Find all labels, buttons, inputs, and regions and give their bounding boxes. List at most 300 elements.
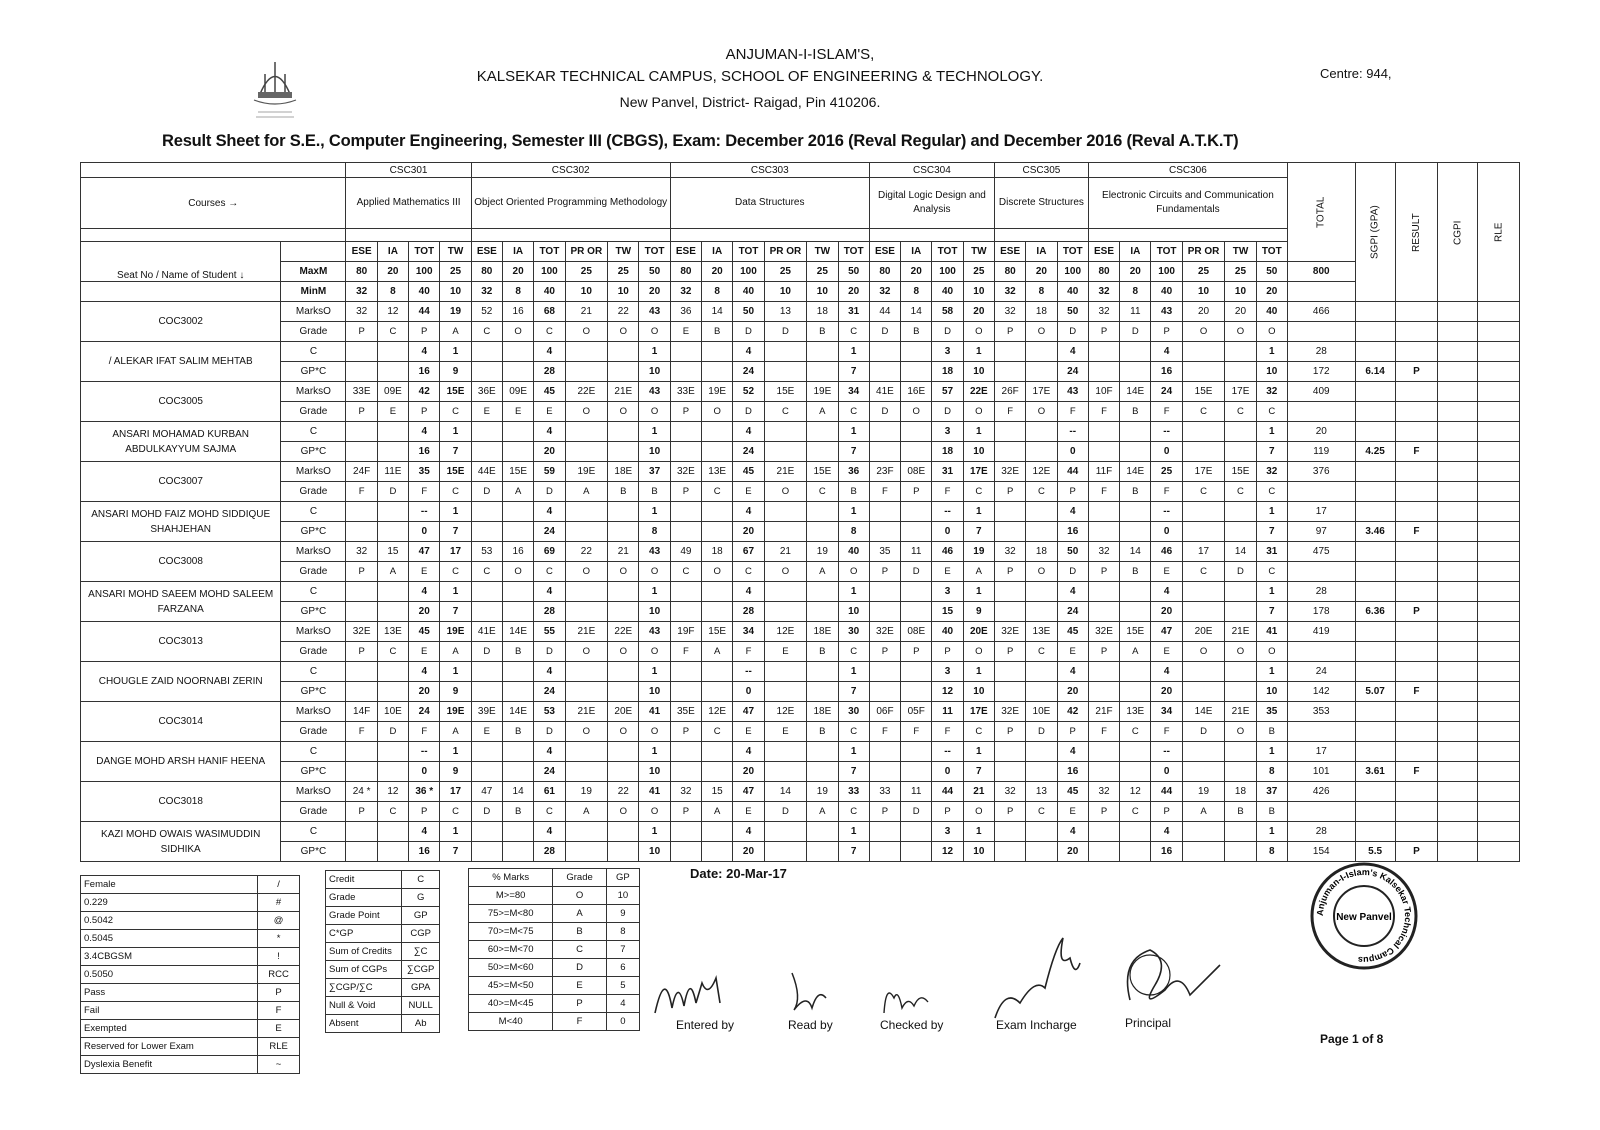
rle-value: [1478, 482, 1520, 502]
blank-cell: [1395, 642, 1438, 662]
total-marks: 409: [1287, 382, 1355, 402]
credit-cell: [869, 342, 900, 362]
credit-cell: [702, 662, 733, 682]
grade-cell: O: [639, 722, 670, 742]
marks-cell: 14E: [1182, 702, 1225, 722]
grade-cell: P: [1088, 802, 1119, 822]
grade-cell: C: [1225, 482, 1256, 502]
credit-cell: [1088, 502, 1119, 522]
marks-cell: 24 *: [346, 782, 377, 802]
credit-cell: [471, 342, 502, 362]
term-value: Ab: [402, 1015, 440, 1033]
sheet-title: Result Sheet for S.E., Computer Engineering, Semester III (CBGS), Exam: December 2016 (Reval Regular) and December 2016 (Reval A.T.K.T): [162, 132, 1239, 150]
row-label: Grade: [281, 402, 346, 422]
marks-cell: 16: [502, 302, 533, 322]
marks-cell: 17E: [963, 702, 994, 722]
gpc-cell: [901, 362, 932, 382]
credit-cell: [608, 742, 639, 762]
gpc-cell: [1225, 682, 1256, 702]
marks-cell: 21E: [565, 702, 608, 722]
gpc-cell: [1026, 682, 1057, 702]
cgpi-value: [1438, 522, 1478, 542]
marks-cell: 12E: [764, 702, 807, 722]
rle-value: [1478, 342, 1520, 362]
max-marks: 80: [346, 262, 377, 282]
grade-cell: D: [1120, 322, 1151, 342]
grade-cell: O: [608, 562, 639, 582]
rle-value: [1478, 622, 1520, 642]
max-marks: 25: [764, 262, 807, 282]
marks-cell: 20E: [608, 702, 639, 722]
marks-cell: 15: [377, 542, 408, 562]
marks-cell: 20: [1225, 302, 1256, 322]
rle-value: [1478, 462, 1520, 482]
marks-cell: 18E: [807, 702, 838, 722]
credit-cell: 1: [639, 582, 670, 602]
grade-cell: D: [1182, 722, 1225, 742]
gpc-cell: [565, 522, 608, 542]
gpc-cell: [1120, 442, 1151, 462]
grade-cell: D: [901, 802, 932, 822]
credit-cell: 4: [733, 502, 764, 522]
credit-cell: 1: [639, 662, 670, 682]
marks-cell: 21E: [608, 382, 639, 402]
grade-cell: O: [963, 802, 994, 822]
term-value: ∑C: [402, 943, 440, 961]
gpc-cell: 0: [409, 522, 440, 542]
grade-cell: F: [1088, 482, 1119, 502]
credit-cell: 4: [409, 822, 440, 842]
student-name: DANGE MOHD ARSH HANIF HEENA: [81, 742, 281, 782]
credit-cell: [608, 582, 639, 602]
min-marks: 8: [377, 282, 408, 302]
marks-cell: 32E: [994, 462, 1025, 482]
grade-cell: O: [565, 642, 608, 662]
marks-cell: 37: [1256, 782, 1287, 802]
grade-cell: D: [869, 322, 900, 342]
grade-cell: A: [377, 562, 408, 582]
gpc-cell: [377, 442, 408, 462]
gpc-cell: [1120, 682, 1151, 702]
cgpi-value: [1438, 802, 1478, 822]
column-label: TOT: [1256, 242, 1287, 262]
blank-header-cell: [81, 282, 281, 302]
marks-cell: 32: [346, 542, 377, 562]
gpc-cell: 20: [733, 762, 764, 782]
column-label: IA: [702, 242, 733, 262]
grade-cell: C: [471, 562, 502, 582]
gpc-cell: 10: [1256, 682, 1287, 702]
credit-cell: [1225, 742, 1256, 762]
term-value: NULL: [402, 997, 440, 1015]
grade-cell: O: [963, 322, 994, 342]
credit-cell: 4: [733, 422, 764, 442]
credit-cell: [901, 582, 932, 602]
marks-cell: 31: [932, 462, 963, 482]
marks-cell: 47: [733, 702, 764, 722]
blank-cell: [1355, 722, 1395, 742]
gpc-cell: [377, 602, 408, 622]
label-read-by: Read by: [788, 1018, 833, 1032]
marks-cell: 12: [377, 782, 408, 802]
credit-cell: 4: [1057, 742, 1088, 762]
grade-cell: P: [994, 482, 1025, 502]
minm-label: MinM: [281, 282, 346, 302]
marks-cell: 12E: [702, 702, 733, 722]
label-principal: Principal: [1125, 1016, 1172, 1030]
gpc-cell: 7: [838, 762, 869, 782]
marks-cell: 50: [733, 302, 764, 322]
grade-cell: E: [1057, 802, 1088, 822]
credit-cell: [346, 742, 377, 762]
blank-header-cell: [471, 229, 670, 242]
symbol-label: Dyslexia Benefit: [81, 1056, 258, 1074]
marks-cell: 14: [1120, 542, 1151, 562]
grade-cell: C: [1120, 722, 1151, 742]
gpc-cell: 24: [534, 522, 565, 542]
credit-cell: [1120, 742, 1151, 762]
gpc-cell: 28: [534, 842, 565, 862]
row-label: Grade: [281, 562, 346, 582]
marks-cell: 32: [670, 782, 701, 802]
total-gpc: 97: [1287, 522, 1355, 542]
gpc-cell: [471, 682, 502, 702]
gpc-cell: [471, 762, 502, 782]
symbol-label: Exempted: [81, 1020, 258, 1038]
gpc-cell: 16: [409, 442, 440, 462]
max-marks: 20: [377, 262, 408, 282]
gpc-cell: 20: [1057, 682, 1088, 702]
grade-cell: D: [471, 802, 502, 822]
total-marks: 475: [1287, 542, 1355, 562]
grade-cell: D: [764, 802, 807, 822]
marks-cell: 58: [932, 302, 963, 322]
marks-cell: 18E: [608, 462, 639, 482]
gpc-cell: 7: [440, 842, 471, 862]
student-name: ANSARI MOHD SAEEM MOHD SALEEM FARZANA: [81, 582, 281, 622]
credit-cell: [502, 502, 533, 522]
gpc-cell: [901, 842, 932, 862]
grade-cell: O: [639, 562, 670, 582]
max-marks: 80: [471, 262, 502, 282]
gpc-cell: [994, 602, 1025, 622]
institution-name: ANJUMAN-I-ISLAM'S,: [725, 46, 875, 63]
credit-cell: [565, 742, 608, 762]
gpc-cell: [670, 442, 701, 462]
cgpi-value: [1438, 742, 1478, 762]
gpc-cell: 24: [1057, 362, 1088, 382]
symbol-label: Reserved for Lower Exam: [81, 1038, 258, 1056]
blank-header-cell: [670, 229, 869, 242]
rle-value: [1478, 402, 1520, 422]
grade-cell: C: [963, 722, 994, 742]
blank-cell: [1395, 782, 1438, 802]
gpc-cell: [502, 602, 533, 622]
grade-cell: O: [1182, 322, 1225, 342]
credit-cell: --: [1151, 502, 1182, 522]
credit-cell: [346, 662, 377, 682]
seat-number: COC3005: [81, 382, 281, 422]
gpc-cell: 20: [1151, 602, 1182, 622]
grade-scale-cell: C: [553, 941, 606, 959]
grade-cell: E: [1151, 642, 1182, 662]
sgpi-value: 5.5: [1355, 842, 1395, 862]
marks-cell: 32E: [994, 622, 1025, 642]
min-marks: 20: [639, 282, 670, 302]
symbol-value: P: [258, 984, 300, 1002]
credit-cell: [702, 582, 733, 602]
gpc-cell: [994, 362, 1025, 382]
marks-cell: 19: [565, 782, 608, 802]
total-marks: 353: [1287, 702, 1355, 722]
cgpi-value: [1438, 422, 1478, 442]
max-marks: 80: [994, 262, 1025, 282]
cgpi-value: [1438, 842, 1478, 862]
marks-cell: 05F: [901, 702, 932, 722]
marks-cell: 69: [534, 542, 565, 562]
min-marks: 8: [502, 282, 533, 302]
marks-cell: 18E: [807, 622, 838, 642]
row-label: GP*C: [281, 762, 346, 782]
marks-cell: 09E: [377, 382, 408, 402]
credit-cell: [1088, 662, 1119, 682]
grade-scale-cell: 50>=M<60: [469, 959, 553, 977]
result-value: P: [1395, 362, 1438, 382]
marks-cell: 11E: [377, 462, 408, 482]
symbol-value: F: [258, 1002, 300, 1020]
gpc-cell: [1120, 762, 1151, 782]
marks-cell: 32: [346, 302, 377, 322]
column-label: PR OR: [764, 242, 807, 262]
marks-cell: 14: [764, 782, 807, 802]
marks-cell: 21: [565, 302, 608, 322]
marks-cell: 44: [932, 782, 963, 802]
cgpi-value: [1438, 822, 1478, 842]
gpc-cell: [471, 442, 502, 462]
credit-cell: [807, 742, 838, 762]
blank-cell: [1287, 642, 1355, 662]
credit-cell: 4: [409, 582, 440, 602]
total-marks: 466: [1287, 302, 1355, 322]
gpc-cell: [377, 522, 408, 542]
credit-cell: [1026, 502, 1057, 522]
max-marks: 25: [608, 262, 639, 282]
gpc-cell: 20: [409, 682, 440, 702]
term-value: GP: [402, 907, 440, 925]
gpc-cell: [346, 522, 377, 542]
gpc-cell: 10: [639, 602, 670, 622]
gpc-cell: [502, 362, 533, 382]
blank-cell: [1395, 742, 1438, 762]
gpc-cell: 10: [639, 442, 670, 462]
grade-cell: O: [764, 562, 807, 582]
marks-cell: 33E: [670, 382, 701, 402]
gpc-cell: 18: [932, 362, 963, 382]
gpc-cell: [1026, 602, 1057, 622]
gpc-cell: [670, 362, 701, 382]
marks-cell: 32: [994, 782, 1025, 802]
credit-cell: [764, 662, 807, 682]
gpc-cell: 24: [534, 762, 565, 782]
total-gpc: 178: [1287, 602, 1355, 622]
result-date: Date: 20-Mar-17: [690, 866, 787, 881]
grade-scale-cell: 60>=M<70: [469, 941, 553, 959]
grade-scale-cell: B: [553, 923, 606, 941]
gpc-cell: 8: [639, 522, 670, 542]
result-value: F: [1395, 442, 1438, 462]
gpc-cell: [608, 602, 639, 622]
credit-cell: [702, 742, 733, 762]
grade-cell: D: [733, 322, 764, 342]
min-marks: 32: [670, 282, 701, 302]
max-marks: 80: [1088, 262, 1119, 282]
gpc-cell: 20: [534, 442, 565, 462]
column-label: IA: [502, 242, 533, 262]
grade-cell: P: [346, 402, 377, 422]
grade-cell: C: [807, 482, 838, 502]
marks-cell: 23F: [869, 462, 900, 482]
grade-cell: P: [409, 802, 440, 822]
marks-cell: 32E: [869, 622, 900, 642]
blank-cell: [1355, 802, 1395, 822]
marks-cell: 14: [1225, 542, 1256, 562]
grade-cell: C: [1120, 802, 1151, 822]
credit-cell: [670, 342, 701, 362]
grade-cell: C: [1256, 402, 1287, 422]
grade-cell: B: [807, 642, 838, 662]
grade-cell: O: [565, 562, 608, 582]
grade-cell: P: [1057, 482, 1088, 502]
grade-cell: P: [409, 322, 440, 342]
blank-cell: [1395, 422, 1438, 442]
grade-cell: O: [502, 562, 533, 582]
symbol-value: #: [258, 894, 300, 912]
gpc-cell: [869, 602, 900, 622]
grade-scale-cell: 8: [606, 923, 639, 941]
credit-cell: [346, 342, 377, 362]
grade-cell: O: [565, 322, 608, 342]
blank-cell: [1355, 422, 1395, 442]
grade-cell: C: [670, 562, 701, 582]
grade-cell: C: [838, 722, 869, 742]
blank-cell: [1355, 782, 1395, 802]
marks-cell: 22: [565, 542, 608, 562]
grade-cell: C: [838, 402, 869, 422]
marks-cell: 20E: [963, 622, 994, 642]
grade-cell: D: [901, 562, 932, 582]
gpc-cell: [1182, 442, 1225, 462]
gpc-cell: [702, 522, 733, 542]
gpc-cell: 20: [1057, 842, 1088, 862]
seat-number: COC3002: [81, 302, 281, 342]
rle-value: [1478, 602, 1520, 622]
min-marks: 32: [471, 282, 502, 302]
credit-cell: 3: [932, 662, 963, 682]
grade-cell: C: [1026, 642, 1057, 662]
grade-cell: C: [377, 322, 408, 342]
gpc-cell: [471, 842, 502, 862]
credit-cell: --: [1057, 422, 1088, 442]
gpc-cell: [869, 522, 900, 542]
credit-cell: 1: [838, 742, 869, 762]
marks-cell: 32E: [670, 462, 701, 482]
grade-cell: B: [838, 482, 869, 502]
cgpi-value: [1438, 342, 1478, 362]
total-gpc: 154: [1287, 842, 1355, 862]
course-name: Applied Mathematics III: [346, 178, 471, 229]
grade-scale-cell: 45>=M<50: [469, 977, 553, 995]
row-label: MarksO: [281, 622, 346, 642]
student-name: CHOUGLE ZAID NOORNABI ZERIN: [81, 662, 281, 702]
blank-cell: [1287, 802, 1355, 822]
credit-cell: [565, 822, 608, 842]
result-header: RESULT: [1395, 163, 1438, 302]
column-label: TOT: [409, 242, 440, 262]
blank-cell: [1287, 562, 1355, 582]
grade-cell: P: [869, 642, 900, 662]
cgpi-value: [1438, 462, 1478, 482]
result-value: P: [1395, 842, 1438, 862]
grade-cell: A: [502, 482, 533, 502]
credit-cell: [702, 822, 733, 842]
cgpi-value: [1438, 442, 1478, 462]
marks-cell: 21E: [764, 462, 807, 482]
gpc-cell: [764, 362, 807, 382]
row-label: GP*C: [281, 442, 346, 462]
gpc-cell: 8: [838, 522, 869, 542]
column-label: PR OR: [1182, 242, 1225, 262]
credit-cell: 3: [932, 582, 963, 602]
grade-cell: C: [377, 642, 408, 662]
grade-cell: P: [346, 322, 377, 342]
credit-cell: [1120, 662, 1151, 682]
blank-cell: [1355, 742, 1395, 762]
total-gpc: 142: [1287, 682, 1355, 702]
total-header: TOTAL: [1287, 163, 1355, 262]
credit-cell: [1225, 662, 1256, 682]
marks-cell: 19: [807, 542, 838, 562]
credit-cell: [1026, 662, 1057, 682]
grade-scale-header: Grade: [553, 869, 606, 887]
credit-cell: 1: [440, 582, 471, 602]
gpc-cell: [1088, 842, 1119, 862]
grade-cell: C: [1182, 402, 1225, 422]
credit-cell: [565, 342, 608, 362]
marks-cell: 17E: [1026, 382, 1057, 402]
grade-cell: D: [932, 322, 963, 342]
grade-cell: C: [377, 802, 408, 822]
term-label: ∑CGP/∑C: [326, 979, 402, 997]
gpc-cell: [901, 602, 932, 622]
marks-cell: 21F: [1088, 702, 1119, 722]
credit-cell: 1: [963, 502, 994, 522]
symbol-label: 0.5042: [81, 912, 258, 930]
credit-cell: [1182, 822, 1225, 842]
marks-cell: 09E: [502, 382, 533, 402]
column-label: TW: [608, 242, 639, 262]
blank-cell: [1395, 502, 1438, 522]
marks-cell: 59: [534, 462, 565, 482]
sgpi-value: 6.14: [1355, 362, 1395, 382]
grade-cell: F: [346, 722, 377, 742]
max-marks: 80: [670, 262, 701, 282]
row-label: MarksO: [281, 382, 346, 402]
marks-cell: 18: [702, 542, 733, 562]
gpc-cell: [670, 682, 701, 702]
marks-cell: 30: [838, 622, 869, 642]
blank-cell: [1395, 622, 1438, 642]
student-name: / ALEKAR IFAT SALIM MEHTAB: [81, 342, 281, 382]
